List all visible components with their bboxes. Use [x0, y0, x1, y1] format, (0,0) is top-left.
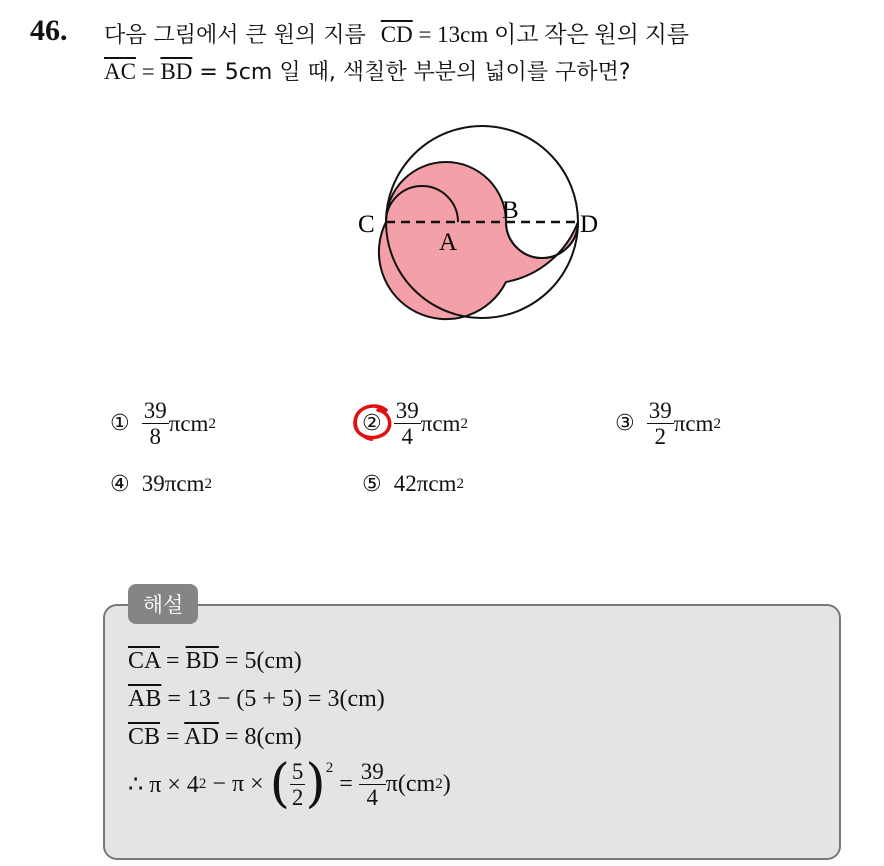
paren-close: ): [305, 754, 326, 814]
solution-tag: 해설: [128, 584, 198, 624]
segment-ac: $\overline{AC}$: [104, 59, 136, 84]
segment-ab: $\overline{AB}$: [128, 686, 162, 712]
choice-3[interactable]: ③ $\frac{39}{2}$ πcm 2: [615, 398, 721, 449]
denominator: 4: [401, 424, 413, 449]
fraction: [142, 398, 169, 449]
choice-marker: ②: [362, 411, 382, 436]
choice-unit: πcm: [168, 410, 209, 436]
label-a: A: [439, 229, 458, 256]
solution-line-3: [128, 724, 302, 751]
numerator: 39: [395, 398, 419, 423]
choice-text: 42πcm: [393, 471, 457, 496]
numerator: 39: [143, 398, 167, 423]
choice-1[interactable]: ① $\frac{39}{8}$ πcm 2: [110, 398, 216, 449]
denominator: 4: [366, 784, 378, 810]
line1-rest: = 5(cm): [218, 648, 302, 674]
choice-text: 39πcm: [141, 471, 205, 496]
cd-value: = 13cm 이고 작은 원의 지름: [412, 22, 690, 47]
paren-open: (: [269, 754, 290, 814]
solution-line-2: [128, 686, 385, 713]
label-c: C: [358, 211, 375, 238]
denominator: 2: [291, 784, 304, 810]
mid: − π ×: [206, 770, 270, 797]
numerator: 39: [648, 398, 672, 423]
question-number: 46.: [30, 14, 68, 47]
choice-5[interactable]: ⑤ 42πcm 2: [362, 471, 464, 497]
question-text-2: = 5cm 일 때, 색칠한 부분의 넓이를 구하면?: [192, 60, 631, 85]
choice-2[interactable]: ② $\frac{39}{4}$ πcm 2: [362, 398, 468, 449]
shaded-region: [379, 162, 578, 319]
segment-ad: $\overline{AD}$: [184, 724, 219, 750]
segment-bd: $\overline{BD}$: [160, 59, 193, 84]
numerator: 5: [291, 758, 304, 784]
tail-close: ): [442, 770, 451, 797]
eq-sign: =: [333, 770, 359, 797]
equals-sign: =: [135, 59, 161, 84]
question-line-1: [104, 16, 689, 49]
lead: ∴ π × 4: [128, 771, 199, 798]
eq: =: [160, 648, 186, 674]
solution-line-4: ∴ π × 4 2 − π × ( $\frac{5}{2}$ ) 2 = $\frac{39}{4}$ π(cm 2 ): [128, 754, 451, 814]
numerator: 39: [360, 758, 384, 784]
fraction-39-4: [359, 759, 386, 810]
choice-marker: ⑤: [362, 471, 382, 497]
segment-bd-sol: $\overline{BD}$: [185, 648, 219, 674]
paren-exp: 2: [325, 760, 334, 776]
line3-rest: = 8(cm): [218, 724, 302, 750]
circle-figure: [340, 110, 630, 340]
denominator: 8: [149, 424, 161, 449]
fraction: [647, 398, 674, 449]
denominator: 2: [654, 424, 666, 449]
line2-rest: = 13 − (5 + 5) = 3(cm): [161, 686, 385, 712]
label-d: D: [580, 211, 599, 238]
eq: =: [160, 724, 185, 750]
choice-unit: πcm: [673, 410, 714, 436]
question-text: 다음 그림에서 큰 원의 지름: [104, 23, 366, 48]
answer-mark-icon: [350, 402, 402, 444]
question-line-2: [104, 55, 631, 86]
tail: π(cm: [385, 770, 436, 797]
choice-marker: ③: [615, 411, 635, 436]
choice-4[interactable]: ④ 39πcm 2: [110, 471, 212, 497]
fraction-5-2: [290, 759, 306, 810]
solution-line-1: [128, 648, 302, 675]
segment-cb: $\overline{CB}$: [128, 724, 161, 750]
segment-ca: $\overline{CA}$: [128, 648, 161, 674]
segment-cd: $\overline{CD}$: [380, 22, 413, 47]
label-b: B: [502, 197, 519, 224]
choice-marker: ①: [110, 411, 130, 436]
choice-marker: ④: [110, 471, 130, 497]
choice-unit: πcm: [420, 410, 461, 436]
